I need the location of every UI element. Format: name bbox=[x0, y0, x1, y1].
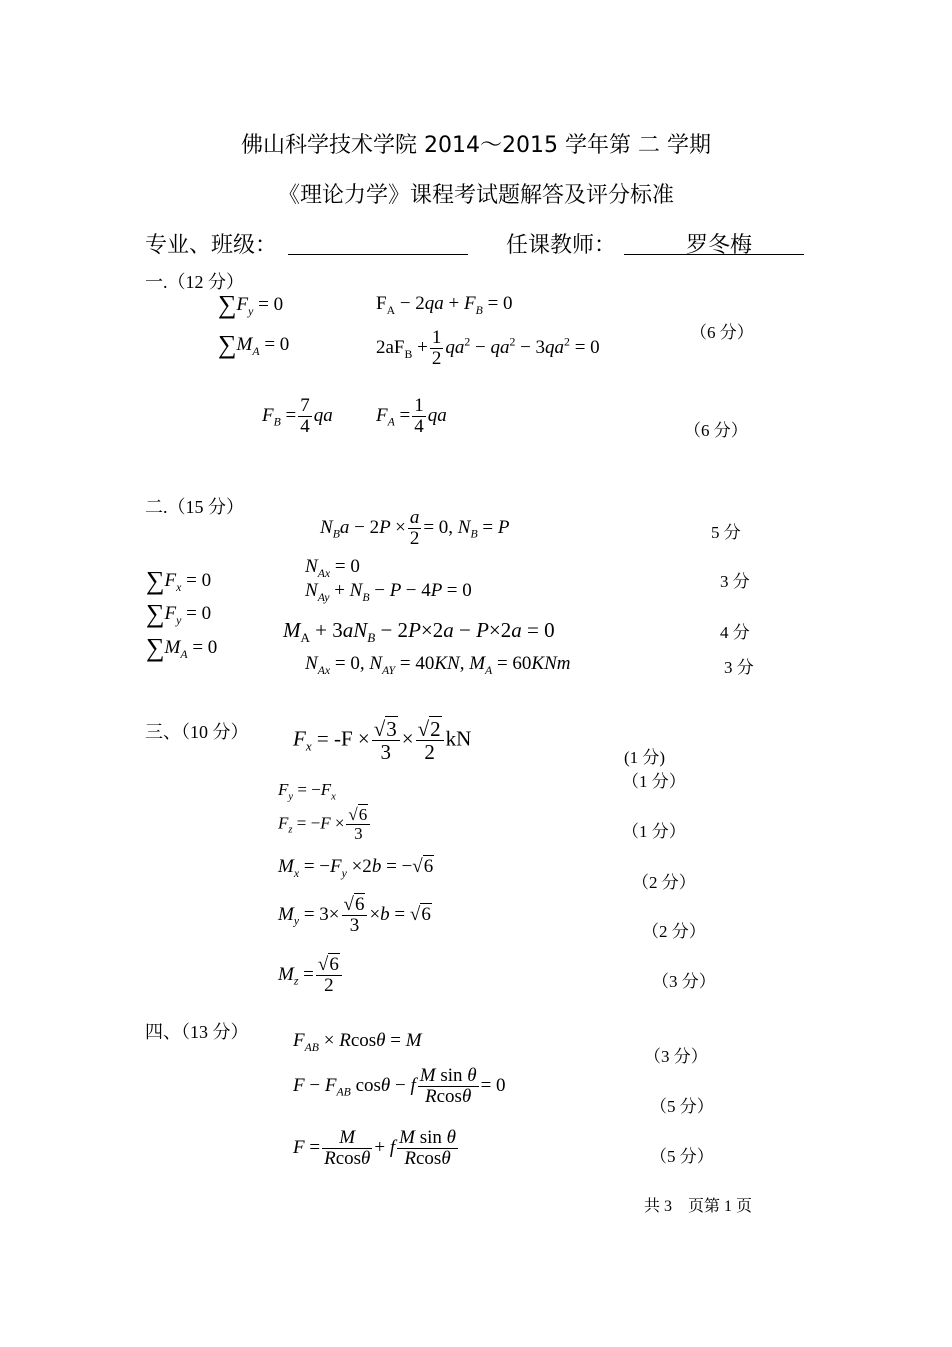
page-title: 佛山科学技术学院 2014～2015 学年第 二 学期 bbox=[241, 133, 711, 158]
s1-eq-sum-ma: $\sum M_A = 0$ bbox=[218, 330, 290, 359]
s4-eq-3: F = $\frac{M}{Rcos\theta}$ + f $\frac{\text{M sin θ}}{Rcos\theta}$ bbox=[293, 1127, 456, 1169]
s3-eq-mz: $M_z$ = $\frac{√6}{2}$ bbox=[278, 955, 344, 996]
s1-eq-fy-expanded: $F_A - 2qa + F_B = 0$ bbox=[376, 293, 513, 317]
s1-eq-sum-fy: $\sum F_y = 0$ bbox=[218, 290, 284, 319]
s1-eq-ma-expanded: $2aF_B$ + $\frac{1}{2}$ $qa^2 - qa^2 - 3qa^2 = 0$ bbox=[376, 327, 600, 369]
major-class-label: 专业、班级： bbox=[145, 233, 278, 258]
s2-score-4: 3 分 bbox=[724, 658, 754, 677]
s4-eq-2: $F - F_{AB}$ cosθ − f $\frac{\text{M sin θ}}{Rcos\theta}$ = 0 bbox=[293, 1065, 506, 1107]
s4-eq-1: $F_{AB} \times Rcos\theta = M$ bbox=[293, 1030, 422, 1054]
teacher-name: 罗冬梅 bbox=[686, 233, 753, 258]
section-3-label: 三、（10 分） bbox=[145, 722, 249, 742]
teacher-label: 任课教师： bbox=[506, 233, 617, 258]
s2-eq-sum-ma: $\sum M_A = 0$ bbox=[146, 633, 218, 662]
s3-score-5: （2 分） bbox=[642, 922, 706, 941]
s3-score-4: （2 分） bbox=[632, 873, 696, 892]
s1-eq-fb-result: $F_B$ = $\frac{7}{4}$ qa bbox=[262, 395, 333, 437]
page-number: 共 3 页第 1 页 bbox=[644, 1198, 753, 1215]
s2-eq-nay: $N_{Ay} + N_B - P - 4P = 0$ bbox=[305, 580, 472, 604]
s3-eq-mx: $M_x = -F_y \times 2b = -√6$ bbox=[278, 856, 434, 880]
s4-score-2: （5 分） bbox=[650, 1097, 714, 1116]
s2-eq-nax: $N_{Ax} = 0$ bbox=[305, 556, 360, 580]
section-4-label: 四、（13 分） bbox=[145, 1022, 249, 1042]
s2-score-2: 3 分 bbox=[720, 572, 750, 591]
section-1-label: 一.（12 分） bbox=[145, 272, 244, 292]
s2-eq-nb: $N_Ba - 2P$ × $\frac{a}{2}$ = 0, $N_B = P$ bbox=[320, 507, 510, 549]
s2-score-3: 4 分 bbox=[720, 623, 750, 642]
s2-eq-sum-fy: $\sum F_y = 0$ bbox=[146, 599, 212, 628]
s3-score-1: (1 分) bbox=[624, 748, 666, 767]
s3-score-2: （1 分） bbox=[622, 772, 686, 791]
s3-score-3: （1 分） bbox=[622, 822, 686, 841]
s1-eq-fa-result: $F_A$ = $\frac{1}{4}$ qa bbox=[376, 395, 447, 437]
s3-eq-fy: $F_y = -F_x$ bbox=[278, 780, 336, 803]
s1-score-a: （6 分） bbox=[690, 323, 754, 342]
section-2-label: 二.（15 分） bbox=[145, 497, 244, 517]
s3-eq-fz: $F_z = -F$ × $\frac{√6}{3}$ bbox=[278, 806, 372, 843]
major-class-blank bbox=[288, 232, 468, 255]
s1-score-b: （6 分） bbox=[684, 421, 748, 440]
s3-eq-my: $M_y = 3\times$ $\frac{√6}{3}$ ×b = √6 bbox=[278, 894, 431, 936]
s2-score-1: 5 分 bbox=[711, 523, 741, 542]
s2-eq-moment: $M_A + 3aN_B - 2P\times 2a - P\times 2a = 0$ bbox=[283, 618, 555, 646]
page-subtitle: 《理论力学》课程考试题解答及评分标准 bbox=[277, 183, 674, 208]
s2-eq-results: $N_{Ax} = 0$, $N_{AY} = 40KN$, $M_A = 60KNm$ bbox=[305, 653, 571, 677]
s3-score-6: （3 分） bbox=[652, 972, 716, 991]
s3-eq-fx: $F_x = -F$ × $\frac{√3}{3}$ × $\frac{√2}{2}$ kN bbox=[293, 717, 472, 765]
s2-eq-sum-fx: $\sum F_x = 0$ bbox=[146, 566, 212, 595]
s4-score-1: （3 分） bbox=[644, 1047, 708, 1066]
s4-score-3: （5 分） bbox=[650, 1147, 714, 1166]
